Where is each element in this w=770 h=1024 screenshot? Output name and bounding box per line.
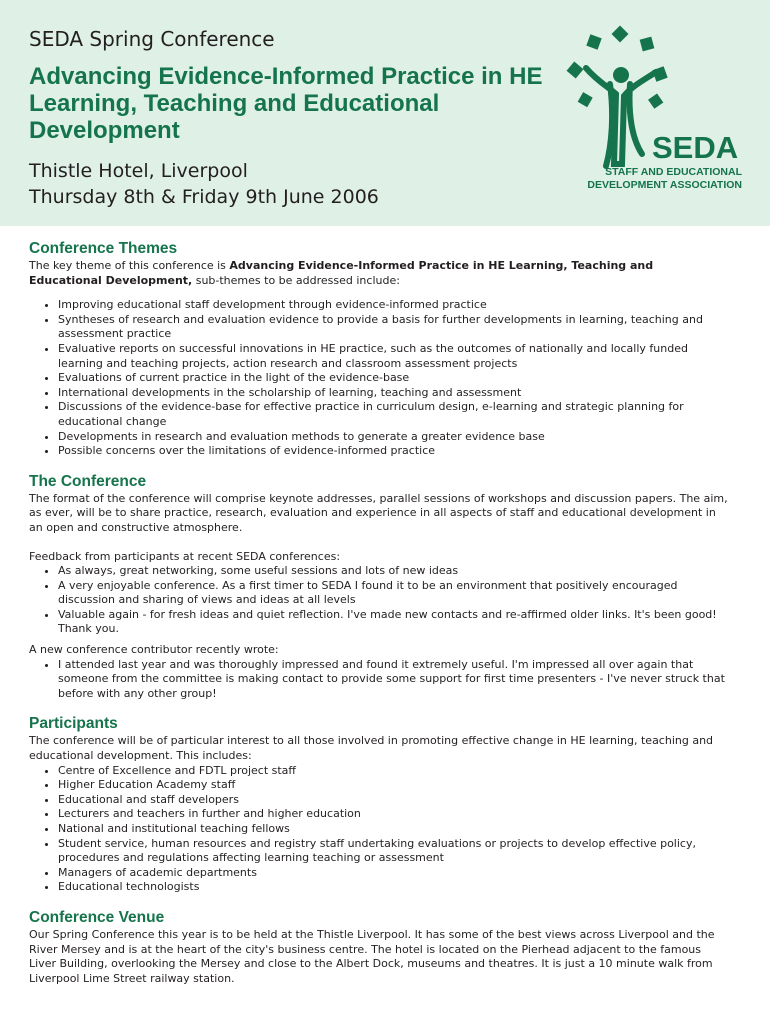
list-item: • Evaluations of current practice in the light of the evidence-base (58, 371, 729, 386)
seda-logo (566, 24, 746, 194)
page-title: Advancing Evidence-Informed Practice in HE Learning, Teaching and Educational Development (29, 63, 543, 144)
list-item: • Valuable again - for fresh ideas and quiet reflection. I've made new contacts and re-affirmed older links. It's been good! Thank you. (58, 608, 729, 637)
list-item: • Higher Education Academy staff (58, 778, 729, 793)
conference-section (29, 473, 729, 702)
list-item: • Managers of academic departments (58, 866, 729, 881)
figure-head-icon (613, 67, 629, 83)
list-item: • Developments in research and evaluation methods to generate a greater evidence base (58, 430, 729, 445)
venue-paragraph: Our Spring Conference this year is to be held at the Thistle Liverpool. It has some of the best views across Liverpool and the River Mersey and is at the heart of the city's business centre. The hotel is located on the Pierhead adjacent to the famous Liver Building, overlooking the Mersey and close to the Albert Dock, museums and theatres. It is just a 10 minute walk from Liverpool Lime Street railway station. (29, 927, 715, 985)
list-item: • Educational technologists (58, 880, 729, 895)
participants-heading: Participants (29, 715, 118, 733)
header-banner (0, 0, 770, 226)
list-item: • National and institutional teaching fellows (58, 822, 729, 837)
themes-section (29, 240, 729, 459)
themes-intro (29, 259, 729, 288)
main-content (29, 240, 729, 986)
leaf-icon (567, 62, 584, 79)
venue-location: Thistle Hotel, Liverpool (29, 160, 248, 182)
feedback-list (29, 564, 729, 637)
list-item: • As always, great networking, some useful sessions and lots of new ideas (58, 564, 729, 579)
list-item: • Discussions of the evidence-base for effective practice in curriculum design, e-learning and strategic planning for educational change (58, 400, 729, 429)
logo-wordmark: SEDA (652, 130, 739, 165)
list-item: • Evaluative reports on successful innovations in HE practice, such as the outcomes of nationally and locally funded learning and teaching projects, action research and classroom assessment projects (58, 342, 729, 371)
list-item: • Lecturers and teachers in further and higher education (58, 807, 729, 822)
venue-dates (29, 158, 379, 210)
venue-section (29, 909, 729, 986)
venue-heading: Conference Venue (29, 908, 165, 926)
themes-list (29, 298, 729, 459)
leaf-icon (640, 37, 655, 52)
list-item: • Possible concerns over the limitations of evidence-informed practice (58, 444, 729, 459)
list-item: • International developments in the scholarship of learning, teaching and assessment (58, 386, 729, 401)
list-item: • Educational and staff developers (58, 793, 729, 808)
themes-intro-bold: Advancing Evidence-Informed Practice in HE Learning, Teaching and Educational Development, (29, 259, 654, 287)
conference-dates: Thursday 8th & Friday 9th June 2006 (29, 186, 379, 208)
leaf-icon (578, 92, 593, 107)
themes-heading: Conference Themes (29, 240, 178, 257)
participants-intro: The conference will be of particular interest to all those involved in promoting effective change in HE learning, teaching and educational development. This includes: (29, 734, 714, 763)
feedback-intro: Feedback from participants at recent SEDA conferences: (29, 549, 341, 563)
participants-section (29, 715, 729, 895)
contributor-intro: A new conference contributor recently wrote: (29, 643, 279, 657)
participants-list (29, 764, 729, 895)
list-item: • I attended last year and was thoroughly impressed and found it extremely useful. I'm impressed all over again that someone from the committee is making contact to provide some support for first time presenters - I've never struck that before with any other group! (58, 658, 729, 702)
themes-intro-pre: The key theme of this conference is (29, 259, 230, 272)
list-item: • A very enjoyable conference. As a first timer to SEDA I found it to be an environment that positively encouraged discussion and sharing of views and ideas at all levels (58, 579, 729, 608)
leaf-icon (586, 34, 601, 49)
list-item: • Student service, human resources and registry staff undertaking evaluations or projects to develop effective policy, procedures and regulations affecting learning teaching or assessment (58, 837, 729, 866)
logo-line2: DEVELOPMENT ASSOCIATION (587, 179, 742, 191)
conference-heading: The Conference (29, 472, 147, 490)
list-item: • Improving educational staff development through evidence-informed practice (58, 298, 729, 313)
themes-intro-post: sub-themes to be addressed include: (192, 273, 400, 287)
leaf-icon (648, 93, 663, 108)
contributor-list (29, 658, 729, 702)
logo-line1: STAFF AND EDUCATIONAL (605, 166, 742, 178)
leaf-icon (612, 26, 629, 43)
list-item: • Centre of Excellence and FDTL project staff (58, 764, 729, 779)
list-item: • Syntheses of research and evaluation evidence to provide a basis for further developments in learning, teaching and assessment practice (58, 313, 729, 342)
conference-kicker: SEDA Spring Conference (29, 27, 275, 51)
conference-paragraph: The format of the conference will comprise keynote addresses, parallel sessions of workshops and discussion papers. The aim, as ever, will be to share practice, research, evaluation and experience in all aspects of staff and educational development in an open and constructive atmosphere. (29, 491, 728, 534)
